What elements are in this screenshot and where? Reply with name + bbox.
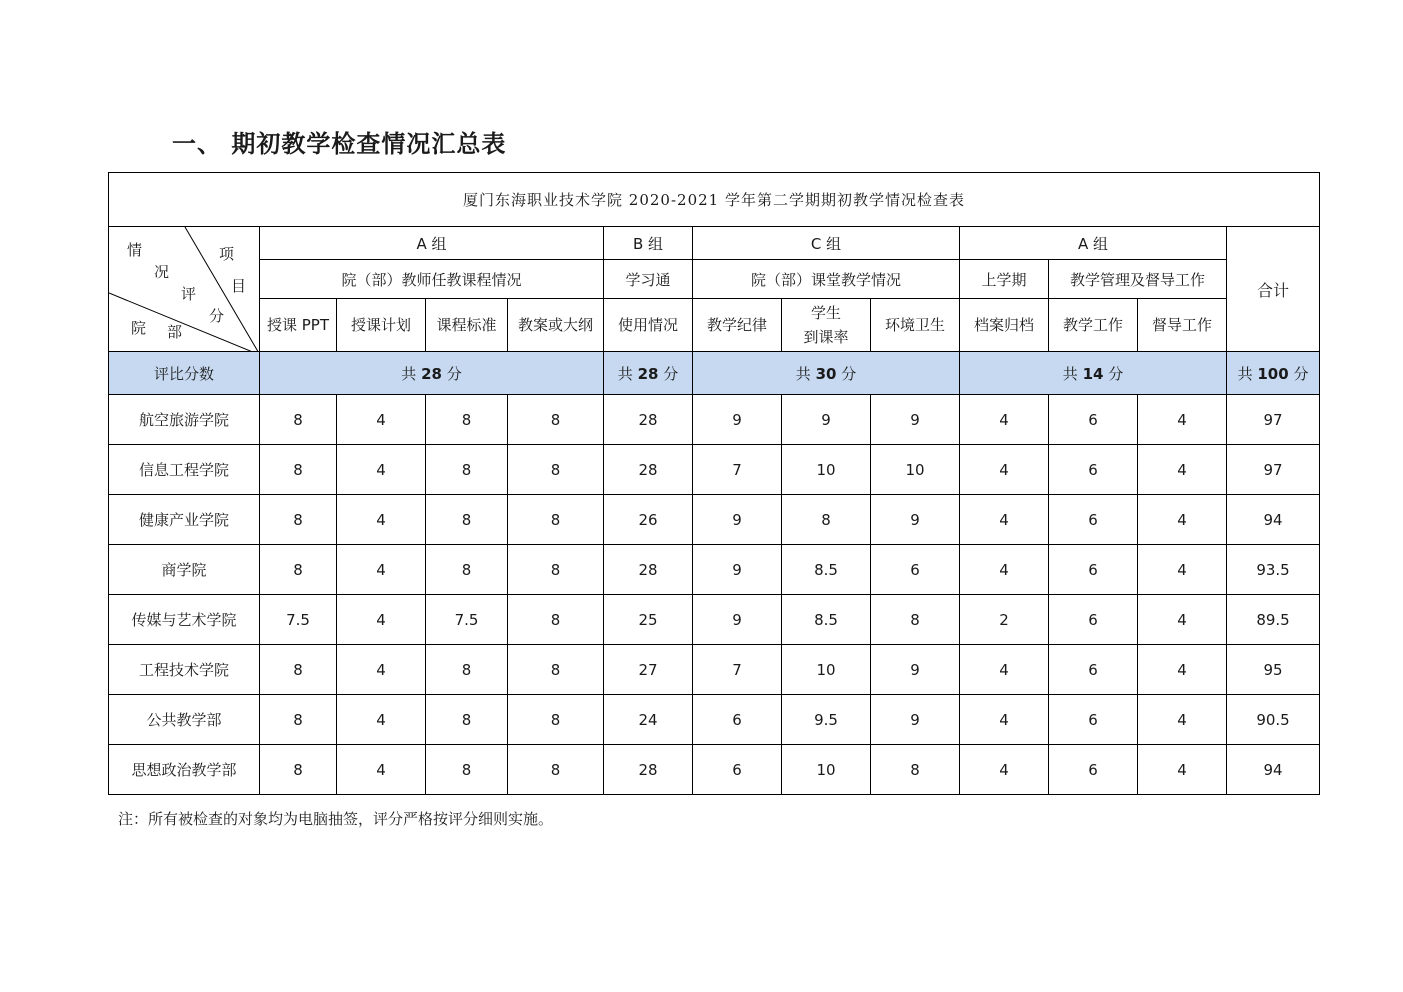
item-header: 教案或大纲 — [508, 299, 604, 352]
inspection-table — [108, 172, 1320, 795]
page-heading: 一、 期初教学检查情况汇总表 — [172, 130, 507, 158]
college-name: 工程技术学院 — [109, 645, 260, 695]
score-value: 4 — [337, 645, 426, 695]
footnote: 注：所有被检查的对象均为电脑抽签，评分严格按评分细则实施。 — [118, 810, 554, 828]
score-value: 28 — [604, 445, 693, 495]
table-row — [109, 445, 1320, 495]
total-cell: 89.5 — [1227, 595, 1320, 645]
college-name: 传媒与艺术学院 — [109, 595, 260, 645]
category-header: 学习通 — [604, 260, 693, 299]
score-value: 8 — [508, 395, 604, 445]
score-value: 4 — [1138, 445, 1227, 495]
category-header: 教学管理及督导工作 — [1049, 260, 1227, 299]
score-value: 8 — [508, 645, 604, 695]
score-value: 8 — [260, 445, 337, 495]
score-value: 6 — [693, 745, 782, 795]
score-value: 4 — [337, 695, 426, 745]
score-value: 4 — [337, 595, 426, 645]
item-header — [782, 299, 871, 352]
category-header: 院（部）教师任教课程情况 — [260, 260, 604, 299]
corner-char: 院 — [131, 319, 147, 337]
corner-char: 分 — [209, 307, 225, 325]
score-value: 9 — [871, 695, 960, 745]
score-value: 8 — [260, 395, 337, 445]
score-value: 10 — [782, 445, 871, 495]
total-cell: 94 — [1227, 745, 1320, 795]
score-value: 8 — [508, 495, 604, 545]
score-value: 4 — [960, 745, 1049, 795]
table-row — [109, 745, 1320, 795]
score-value: 6 — [871, 545, 960, 595]
score-value: 9 — [693, 495, 782, 545]
score-cell: 共 100 分 — [1227, 352, 1320, 395]
item-header: 授课计划 — [337, 299, 426, 352]
college-name: 航空旅游学院 — [109, 395, 260, 445]
score-value: 8 — [508, 595, 604, 645]
score-value: 8 — [782, 495, 871, 545]
score-value: 4 — [1138, 645, 1227, 695]
score-value: 4 — [337, 495, 426, 545]
score-value: 4 — [1138, 495, 1227, 545]
score-value: 4 — [960, 445, 1049, 495]
score-value: 4 — [960, 695, 1049, 745]
score-value: 4 — [1138, 395, 1227, 445]
score-value: 6 — [1049, 395, 1138, 445]
score-value: 4 — [1138, 595, 1227, 645]
score-value: 6 — [1049, 595, 1138, 645]
score-value: 8 — [260, 745, 337, 795]
item-header: 教学工作 — [1049, 299, 1138, 352]
total-header: 合计 — [1227, 227, 1320, 352]
total-cell: 90.5 — [1227, 695, 1320, 745]
score-value: 7.5 — [260, 595, 337, 645]
score-value: 8 — [426, 695, 508, 745]
table-row — [109, 545, 1320, 595]
score-value: 4 — [337, 545, 426, 595]
score-value: 8 — [871, 745, 960, 795]
item-header: 档案归档 — [960, 299, 1049, 352]
score-value: 2 — [960, 595, 1049, 645]
score-value: 7.5 — [426, 595, 508, 645]
total-cell: 93.5 — [1227, 545, 1320, 595]
score-value: 8 — [260, 495, 337, 545]
score-value: 8 — [508, 545, 604, 595]
item-header: 督导工作 — [1138, 299, 1227, 352]
score-value: 27 — [604, 645, 693, 695]
category-header: 院（部）课堂教学情况 — [693, 260, 960, 299]
score-value: 6 — [1049, 745, 1138, 795]
score-value: 28 — [604, 395, 693, 445]
score-label: 评比分数 — [109, 352, 260, 395]
score-value: 10 — [782, 745, 871, 795]
score-value: 25 — [604, 595, 693, 645]
college-name: 思想政治教学部 — [109, 745, 260, 795]
college-name: 公共教学部 — [109, 695, 260, 745]
table-row — [109, 645, 1320, 695]
score-value: 9 — [693, 595, 782, 645]
score-value: 8 — [426, 495, 508, 545]
score-value: 8.5 — [782, 545, 871, 595]
score-value: 7 — [693, 445, 782, 495]
score-cell: 共 28 分 — [604, 352, 693, 395]
score-value: 10 — [871, 445, 960, 495]
score-value: 8 — [871, 595, 960, 645]
total-cell: 95 — [1227, 645, 1320, 695]
score-value: 9.5 — [782, 695, 871, 745]
score-value: 9 — [871, 395, 960, 445]
score-value: 4 — [1138, 695, 1227, 745]
score-value: 8 — [260, 545, 337, 595]
score-value: 4 — [960, 645, 1049, 695]
total-cell: 97 — [1227, 445, 1320, 495]
score-cell: 共 30 分 — [693, 352, 960, 395]
score-value: 4 — [1138, 545, 1227, 595]
item-header: 授课 PPT — [260, 299, 337, 352]
score-cell: 共 14 分 — [960, 352, 1227, 395]
score-value: 8 — [508, 695, 604, 745]
score-value: 6 — [1049, 545, 1138, 595]
total-cell: 94 — [1227, 495, 1320, 545]
score-value: 4 — [337, 745, 426, 795]
score-value: 8 — [426, 745, 508, 795]
score-value: 8 — [508, 745, 604, 795]
score-value: 6 — [1049, 495, 1138, 545]
diagonal-header-cell — [109, 227, 260, 352]
score-value: 4 — [1138, 745, 1227, 795]
score-value: 8 — [260, 695, 337, 745]
score-value: 28 — [604, 545, 693, 595]
group-header: A 组 — [960, 227, 1227, 260]
table-row — [109, 395, 1320, 445]
score-value: 28 — [604, 745, 693, 795]
college-name: 信息工程学院 — [109, 445, 260, 495]
table-row — [109, 695, 1320, 745]
score-value: 6 — [1049, 445, 1138, 495]
score-value: 9 — [871, 495, 960, 545]
group-header: B 组 — [604, 227, 693, 260]
score-value: 8 — [426, 645, 508, 695]
score-row — [109, 352, 1320, 395]
item-header-line: 学生 — [810, 304, 841, 322]
score-value: 24 — [604, 695, 693, 745]
score-value: 6 — [1049, 645, 1138, 695]
college-name: 健康产业学院 — [109, 495, 260, 545]
college-name: 商学院 — [109, 545, 260, 595]
score-value: 9 — [871, 645, 960, 695]
score-value: 4 — [960, 495, 1049, 545]
score-value: 9 — [693, 545, 782, 595]
corner-char: 项 — [219, 245, 235, 263]
score-value: 8 — [260, 645, 337, 695]
corner-char: 情 — [127, 241, 143, 259]
score-value: 8 — [426, 445, 508, 495]
corner-char: 况 — [154, 263, 170, 281]
table-row — [109, 595, 1320, 645]
score-value: 9 — [693, 395, 782, 445]
table-row — [109, 495, 1320, 545]
item-header: 环境卫生 — [871, 299, 960, 352]
score-value: 8 — [426, 395, 508, 445]
score-value: 8 — [426, 545, 508, 595]
corner-char: 目 — [231, 277, 247, 295]
score-value: 4 — [960, 395, 1049, 445]
group-header: C 组 — [693, 227, 960, 260]
table-title: 厦门东海职业技术学院 2020-2021 学年第二学期期初教学情况检查表 — [109, 173, 1320, 227]
item-header: 教学纪律 — [693, 299, 782, 352]
category-header: 上学期 — [960, 260, 1049, 299]
score-value: 10 — [782, 645, 871, 695]
score-value: 6 — [1049, 695, 1138, 745]
item-header: 使用情况 — [604, 299, 693, 352]
score-value: 7 — [693, 645, 782, 695]
corner-char: 评 — [181, 285, 197, 303]
score-value: 4 — [960, 545, 1049, 595]
item-header-line: 到课率 — [803, 328, 849, 346]
score-value: 4 — [337, 445, 426, 495]
group-header: A 组 — [260, 227, 604, 260]
corner-char: 部 — [167, 323, 183, 341]
score-value: 8 — [508, 445, 604, 495]
total-cell: 97 — [1227, 395, 1320, 445]
score-cell: 共 28 分 — [260, 352, 604, 395]
score-value: 6 — [693, 695, 782, 745]
score-value: 4 — [337, 395, 426, 445]
score-value: 9 — [782, 395, 871, 445]
item-header: 课程标准 — [426, 299, 508, 352]
score-value: 26 — [604, 495, 693, 545]
score-value: 8.5 — [782, 595, 871, 645]
